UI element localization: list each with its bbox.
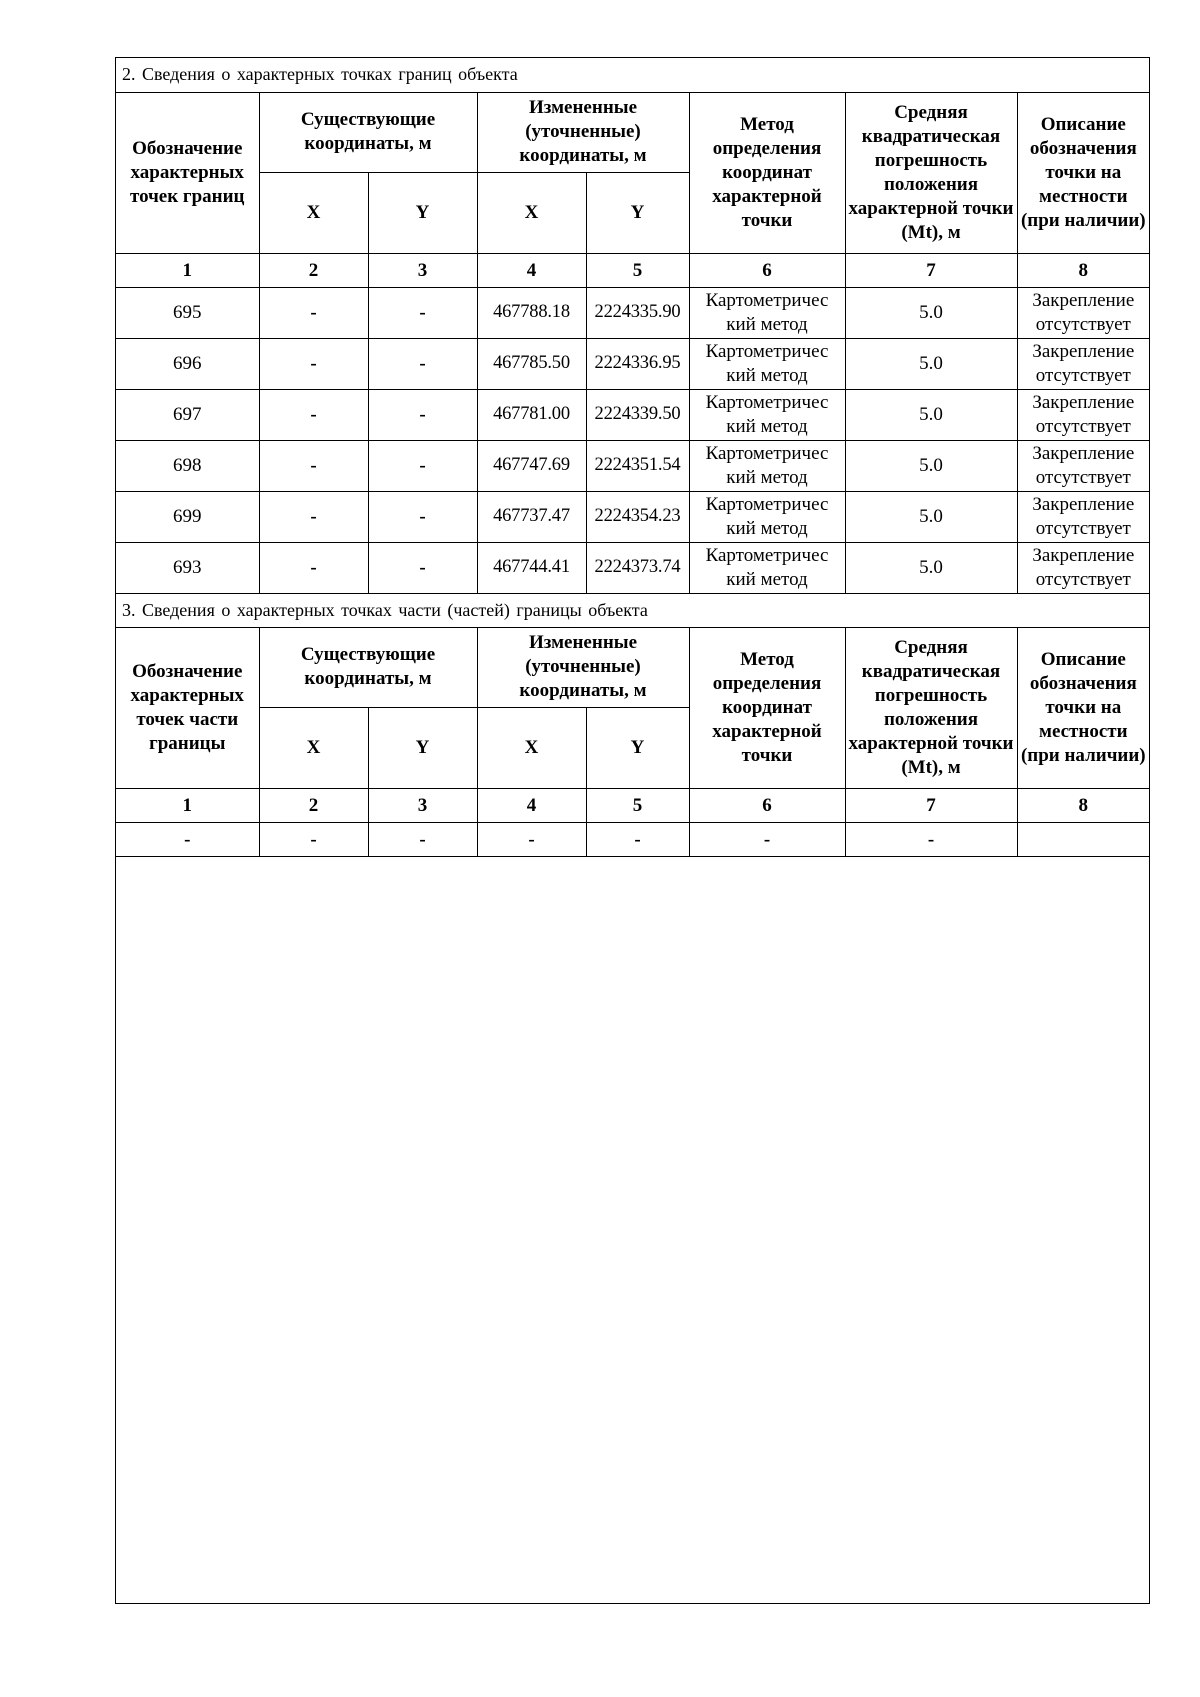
changed-y: - bbox=[586, 822, 689, 856]
point-designation: 695 bbox=[116, 287, 259, 338]
header-existing-coords: Существующие координаты, м bbox=[259, 627, 477, 707]
column-number: 1 bbox=[116, 253, 259, 287]
existing-x: - bbox=[259, 491, 368, 542]
table-row bbox=[116, 287, 1149, 338]
header-changed-x: X bbox=[477, 707, 586, 788]
description-cell: Закрепление отсутствует bbox=[1017, 440, 1149, 491]
description-cell: Закрепление отсутствует bbox=[1017, 389, 1149, 440]
accuracy-cell: 5.0 bbox=[845, 389, 1017, 440]
column-number: 5 bbox=[586, 253, 689, 287]
changed-x: 467781.00 bbox=[477, 389, 586, 440]
accuracy-cell: 5.0 bbox=[845, 440, 1017, 491]
header-changed-coords: Измененные (уточненные) координаты, м bbox=[477, 627, 689, 707]
header-description: Описание обозначения точки на местности (при наличии) bbox=[1017, 92, 1149, 253]
column-number: 4 bbox=[477, 253, 586, 287]
header-changed-y: Y bbox=[586, 707, 689, 788]
existing-x: - bbox=[259, 338, 368, 389]
changed-x: 467785.50 bbox=[477, 338, 586, 389]
existing-y: - bbox=[368, 389, 477, 440]
changed-x: 467737.47 bbox=[477, 491, 586, 542]
table-row bbox=[116, 338, 1149, 389]
column-number: 3 bbox=[368, 253, 477, 287]
document-frame bbox=[115, 57, 1150, 1604]
changed-x: 467747.69 bbox=[477, 440, 586, 491]
accuracy-cell: 5.0 bbox=[845, 287, 1017, 338]
description-cell bbox=[1017, 822, 1149, 856]
header-designation: Обозначение характерных точек границ bbox=[116, 92, 259, 253]
header-existing-x: X bbox=[259, 707, 368, 788]
column-number: 8 bbox=[1017, 788, 1149, 822]
description-cell: Закрепление отсутствует bbox=[1017, 491, 1149, 542]
header-accuracy: Средняя квадратическая погрешность положения характерной точки (Mt), м bbox=[845, 92, 1017, 253]
changed-x: 467788.18 bbox=[477, 287, 586, 338]
header-accuracy: Средняя квадратическая погрешность положения характерной точки (Mt), м bbox=[845, 627, 1017, 788]
column-number: 7 bbox=[845, 253, 1017, 287]
existing-x: - bbox=[259, 440, 368, 491]
changed-y: 2224335.90 bbox=[586, 287, 689, 338]
column-number: 3 bbox=[368, 788, 477, 822]
existing-y: - bbox=[368, 822, 477, 856]
existing-y: - bbox=[368, 440, 477, 491]
column-number: 8 bbox=[1017, 253, 1149, 287]
point-designation: 698 bbox=[116, 440, 259, 491]
column-number: 5 bbox=[586, 788, 689, 822]
description-cell: Закрепление отсутствует bbox=[1017, 542, 1149, 593]
method-cell: Картометричес кий метод bbox=[689, 440, 845, 491]
existing-y: - bbox=[368, 338, 477, 389]
column-number: 6 bbox=[689, 788, 845, 822]
method-cell: - bbox=[689, 822, 845, 856]
header-method: Метод определения координат характерной точки bbox=[689, 627, 845, 788]
changed-y: 2224339.50 bbox=[586, 389, 689, 440]
method-cell: Картометричес кий метод bbox=[689, 338, 845, 389]
existing-x: - bbox=[259, 822, 368, 856]
header-existing-y: Y bbox=[368, 172, 477, 253]
accuracy-cell: 5.0 bbox=[845, 542, 1017, 593]
table-row bbox=[116, 542, 1149, 593]
point-designation: 696 bbox=[116, 338, 259, 389]
column-number: 2 bbox=[259, 253, 368, 287]
table-row bbox=[116, 822, 1149, 856]
section2-title: 2. Сведения о характерных точках границ объекта bbox=[116, 58, 1149, 92]
table-row bbox=[116, 491, 1149, 542]
header-existing-x: X bbox=[259, 172, 368, 253]
table-row bbox=[116, 389, 1149, 440]
points-table bbox=[116, 58, 1149, 857]
description-cell: Закрепление отсутствует bbox=[1017, 338, 1149, 389]
header-existing-coords: Существующие координаты, м bbox=[259, 92, 477, 172]
changed-x: 467744.41 bbox=[477, 542, 586, 593]
table-row bbox=[116, 440, 1149, 491]
description-cell: Закрепление отсутствует bbox=[1017, 287, 1149, 338]
column-number: 1 bbox=[116, 788, 259, 822]
point-designation: 693 bbox=[116, 542, 259, 593]
column-number: 2 bbox=[259, 788, 368, 822]
existing-y: - bbox=[368, 491, 477, 542]
header-designation: Обозначение характерных точек части границы bbox=[116, 627, 259, 788]
existing-y: - bbox=[368, 542, 477, 593]
changed-y: 2224351.54 bbox=[586, 440, 689, 491]
method-cell: Картометричес кий метод bbox=[689, 389, 845, 440]
header-changed-coords: Измененные (уточненные) координаты, м bbox=[477, 92, 689, 172]
point-designation: - bbox=[116, 822, 259, 856]
column-number: 4 bbox=[477, 788, 586, 822]
accuracy-cell: - bbox=[845, 822, 1017, 856]
existing-y: - bbox=[368, 287, 477, 338]
accuracy-cell: 5.0 bbox=[845, 338, 1017, 389]
column-number: 7 bbox=[845, 788, 1017, 822]
changed-y: 2224354.23 bbox=[586, 491, 689, 542]
section3-title: 3. Сведения о характерных точках части (частей) границы объекта bbox=[116, 593, 1149, 627]
point-designation: 697 bbox=[116, 389, 259, 440]
changed-y: 2224336.95 bbox=[586, 338, 689, 389]
method-cell: Картометричес кий метод bbox=[689, 287, 845, 338]
column-number: 6 bbox=[689, 253, 845, 287]
header-method: Метод определения координат характерной точки bbox=[689, 92, 845, 253]
existing-x: - bbox=[259, 389, 368, 440]
header-changed-y: Y bbox=[586, 172, 689, 253]
header-existing-y: Y bbox=[368, 707, 477, 788]
existing-x: - bbox=[259, 542, 368, 593]
accuracy-cell: 5.0 bbox=[845, 491, 1017, 542]
point-designation: 699 bbox=[116, 491, 259, 542]
changed-x: - bbox=[477, 822, 586, 856]
method-cell: Картометричес кий метод bbox=[689, 542, 845, 593]
changed-y: 2224373.74 bbox=[586, 542, 689, 593]
header-changed-x: X bbox=[477, 172, 586, 253]
header-description: Описание обозначения точки на местности (при наличии) bbox=[1017, 627, 1149, 788]
existing-x: - bbox=[259, 287, 368, 338]
method-cell: Картометричес кий метод bbox=[689, 491, 845, 542]
